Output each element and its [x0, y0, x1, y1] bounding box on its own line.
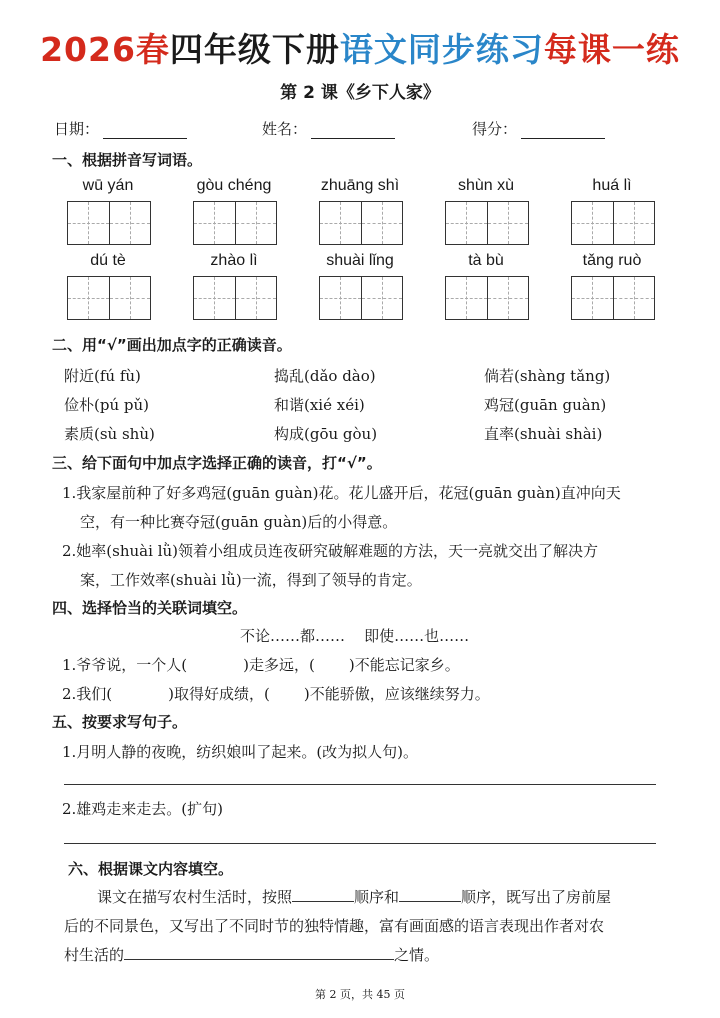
section-6-heading: 六、根据课文内容填空。: [68, 860, 234, 878]
tianzige-box[interactable]: [319, 276, 403, 320]
tianzige-box[interactable]: [67, 201, 151, 245]
para-text: 顺序，既写出了房前屋: [461, 888, 612, 906]
reading-choice[interactable]: 构成(gōu gòu): [274, 425, 378, 443]
fill-question-1: [62, 654, 460, 675]
reading-choice[interactable]: 鸡冠(guān guàn): [484, 396, 607, 414]
answer-line[interactable]: [64, 843, 656, 844]
section-3-heading: 三、给下面句中加点字选择正确的读音，打“√”。: [52, 454, 382, 472]
tianzige-box[interactable]: [571, 276, 655, 320]
section-2-heading: 二、用“√”画出加点字的正确读音。: [52, 336, 292, 354]
pinyin-label: zhào lì: [210, 252, 258, 269]
title-part-year: 2026春: [40, 30, 170, 69]
reading-choice[interactable]: 素质(sù shù): [64, 425, 155, 443]
lesson-title: 第 2 课《乡下人家》: [280, 83, 440, 103]
reading-choice[interactable]: 倘若(shàng tǎng): [484, 367, 611, 385]
rewrite-question-2: 2.雄鸡走来走去。(扩句): [62, 800, 224, 818]
answer-blank[interactable]: [124, 945, 394, 960]
q-text: )取得好成绩，(: [168, 685, 270, 703]
pinyin-label: tǎng ruò: [582, 252, 642, 269]
title-part-subject: 语文同步练习: [339, 30, 544, 69]
para-text: 课文在描写农村生活时，按照: [97, 888, 293, 906]
connective-options: 不论……都…… 即使……也……: [240, 627, 470, 645]
answer-blank[interactable]: [399, 887, 461, 902]
section-1-heading: 一、根据拼音写词语。: [52, 151, 203, 169]
tianzige-box[interactable]: [319, 201, 403, 245]
name-blank[interactable]: [311, 124, 395, 139]
reading-choice[interactable]: 直率(shuài shài): [484, 425, 603, 443]
pinyin-label: shuài lǐng: [326, 252, 394, 269]
para-text: 顺序和: [354, 888, 400, 906]
tianzige-box[interactable]: [193, 201, 277, 245]
q-text: 1.爷爷说，一个人(: [62, 656, 188, 674]
tianzige-box[interactable]: [445, 201, 529, 245]
paragraph-line: [97, 886, 611, 907]
sentence-line: 1.我家屋前种了好多鸡冠(guān guàn)花。花儿盛开后，花冠(guān guàn)直冲向天: [62, 484, 621, 502]
para-text: 之情。: [394, 946, 440, 964]
tianzige-box[interactable]: [571, 201, 655, 245]
date-label: 日期：: [54, 120, 100, 138]
pinyin-label: dú tè: [90, 252, 126, 269]
reading-choice[interactable]: 捣乱(dǎo dào): [274, 367, 376, 385]
answer-line[interactable]: [64, 784, 656, 785]
fill-question-2: [62, 683, 490, 704]
pinyin-label: gòu chéng: [196, 177, 272, 194]
reading-choice[interactable]: 和谐(xié xéi): [274, 396, 365, 414]
score-label: 得分：: [472, 120, 518, 138]
reading-choice[interactable]: 俭朴(pú pǔ): [64, 396, 149, 414]
para-text: 村生活的: [64, 946, 125, 964]
sentence-line: 空，有一种比赛夺冠(guān guàn)后的小得意。: [80, 513, 398, 531]
sentence-line: 案，工作效率(shuài lǜ)一流，得到了领导的肯定。: [80, 571, 422, 589]
worksheet-title: [0, 24, 720, 71]
title-part-grade: 四年级下册: [169, 30, 340, 69]
tianzige-box[interactable]: [193, 276, 277, 320]
date-field[interactable]: [54, 118, 187, 139]
q-text: 2.我们(: [62, 685, 113, 703]
name-field[interactable]: [262, 118, 395, 139]
pinyin-label: huá lì: [592, 177, 632, 194]
q-text: )不能忘记家乡。: [348, 656, 460, 674]
paragraph-line: 后的不同景色，又写出了不同时节的独特情趣，富有画面感的语言表现出作者对农: [64, 917, 605, 935]
section-5-heading: 五、按要求写句子。: [52, 713, 188, 731]
pinyin-label: shùn xù: [457, 177, 515, 194]
pinyin-label: zhuāng shì: [320, 177, 400, 194]
tianzige-box[interactable]: [445, 276, 529, 320]
q-text: )走多远，(: [243, 656, 315, 674]
tianzige-box[interactable]: [67, 276, 151, 320]
q-text: )不能骄傲，应该继续努力。: [303, 685, 490, 703]
section-4-heading: 四、选择恰当的关联词填空。: [52, 599, 248, 617]
title-part-series: 每课一练: [543, 30, 680, 69]
answer-blank[interactable]: [292, 887, 354, 902]
pinyin-label: wū yán: [82, 177, 134, 194]
rewrite-question-1: 1.月明人静的夜晚，纺织娘叫了起来。(改为拟人句)。: [62, 743, 419, 761]
pinyin-label: tà bù: [468, 252, 504, 269]
reading-choice[interactable]: 附近(fú fù): [64, 367, 141, 385]
score-blank[interactable]: [521, 124, 605, 139]
name-label: 姓名：: [262, 120, 308, 138]
score-field[interactable]: [472, 118, 605, 139]
paragraph-line: [64, 944, 439, 965]
date-blank[interactable]: [103, 124, 187, 139]
sentence-line: 2.她率(shuài lǜ)领着小组成员连夜研究破解难题的方法，天一亮就交出了解决方: [62, 542, 599, 560]
page-number: 第 2 页，共 45 页: [315, 988, 405, 1001]
